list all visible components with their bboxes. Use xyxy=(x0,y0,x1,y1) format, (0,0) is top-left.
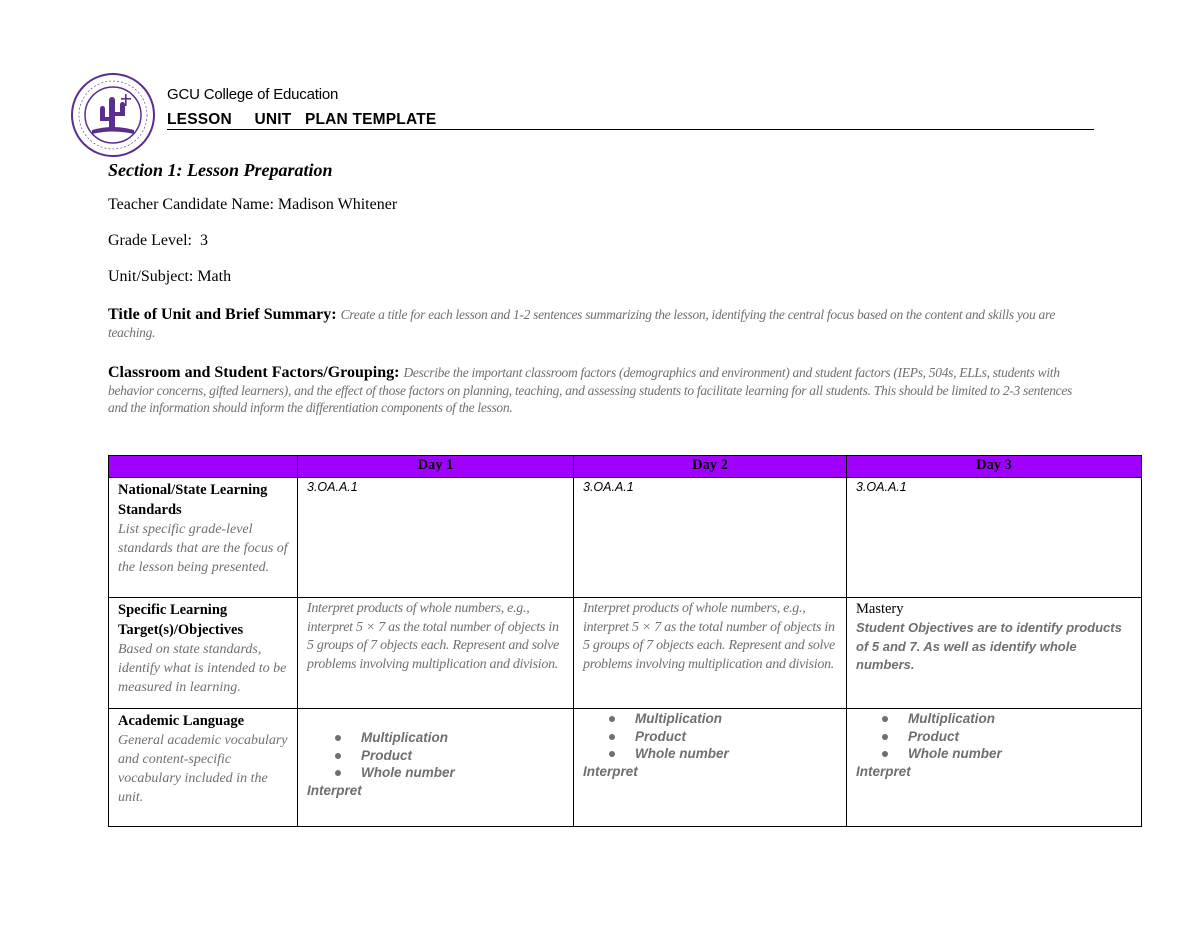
header-day-3: Day 3 xyxy=(847,456,1142,478)
academic-day-3[interactable] xyxy=(847,709,1142,827)
standards-day-2[interactable]: 3.OA.A.1 xyxy=(574,478,847,598)
mastery-objective: Student Objectives are to identify products of 5 and 7. As well as identify whole numbers. xyxy=(856,620,1122,672)
academic-desc: General academic vocabulary and content-specific vocabulary included in the unit. xyxy=(118,733,288,805)
bullet-icon xyxy=(335,770,341,776)
teacher-label: Teacher Candidate Name: xyxy=(108,196,274,213)
table-row-academic-language xyxy=(109,709,1142,827)
lesson-plan-table xyxy=(108,455,1142,827)
bullet-icon xyxy=(609,716,615,722)
standards-row-header xyxy=(109,478,298,598)
list-item: Multiplication xyxy=(609,710,837,728)
title-summary-field xyxy=(108,306,1078,341)
header-blank-cell xyxy=(109,456,298,478)
subject-value[interactable]: Math xyxy=(197,268,232,285)
section-title: Section 1: Lesson Preparation xyxy=(108,160,333,180)
vocab-list-day-3 xyxy=(856,710,1132,763)
grade-label: Grade Level: xyxy=(108,232,192,249)
factors-hint: Describe the important classroom factors (demographics and environment) and student factors (IEPs, 504s, ELLs, students with behavior concerns, gifted learners), and the effect of those factors on planning, teaching, and assessing students to facilitate learning for all students. This should be limited to 2-3 sentences and the information should inform the differentiation components of the lesson. xyxy=(108,365,1073,415)
bullet-icon xyxy=(609,751,615,757)
title-summary-label: Title of Unit and Brief Summary: xyxy=(108,306,337,323)
vocab-extra-day-2: Interpret xyxy=(583,763,638,779)
list-item: Product xyxy=(609,728,837,746)
template-title: LESSON UNIT PLAN TEMPLATE xyxy=(167,111,1094,130)
bullet-icon xyxy=(335,735,341,741)
grade-value[interactable]: 3 xyxy=(199,232,208,249)
standards-day-3[interactable]: 3.OA.A.1 xyxy=(847,478,1142,598)
list-item: Multiplication xyxy=(335,729,564,747)
bullet-icon xyxy=(882,734,888,740)
academic-title: Academic Language xyxy=(118,713,245,729)
list-item: Whole number xyxy=(609,745,837,763)
objectives-day-3[interactable] xyxy=(847,598,1142,709)
vocab-list-day-1 xyxy=(307,729,564,782)
list-item: Product xyxy=(882,728,1132,746)
list-item: Multiplication xyxy=(882,710,1132,728)
header-day-1: Day 1 xyxy=(298,456,574,478)
standards-day-1[interactable]: 3.OA.A.1 xyxy=(298,478,574,598)
academic-row-header xyxy=(109,709,298,827)
table-row-standards xyxy=(109,478,1142,598)
grade-field xyxy=(108,232,208,250)
vocab-extra-day-3: Interpret xyxy=(856,763,911,779)
subject-label: Unit/Subject: xyxy=(108,268,194,285)
vocab-extra-day-1: Interpret xyxy=(307,782,362,798)
mastery-label: Mastery xyxy=(856,601,904,617)
objectives-day-1[interactable]: Interpret products of whole numbers, e.g., interpret 5 × 7 as the total number of objects in 5 groups of 7 objects each. Represent and solve problems involving multiplication and division. xyxy=(298,598,574,709)
teacher-field xyxy=(108,196,397,214)
table-header-row xyxy=(109,456,1142,478)
bullet-icon xyxy=(609,734,615,740)
header-day-2: Day 2 xyxy=(574,456,847,478)
factors-label: Classroom and Student Factors/Grouping: xyxy=(108,364,400,381)
college-name: GCU College of Education xyxy=(167,86,339,103)
table-row-objectives xyxy=(109,598,1142,709)
standards-desc: List specific grade-level standards that are the focus of the lesson being presented. xyxy=(118,522,288,575)
objectives-title: Specific Learning Target(s)/Objectives xyxy=(118,602,244,638)
title-summary-hint: Create a title for each lesson and 1-2 sentences summarizing the lesson, identifying the central focus based on the content and skills you are teaching. xyxy=(108,307,1056,340)
academic-day-1[interactable] xyxy=(298,709,574,827)
bullet-icon xyxy=(882,751,888,757)
bullet-icon xyxy=(882,716,888,722)
factors-field xyxy=(108,364,1078,417)
objectives-row-header xyxy=(109,598,298,709)
teacher-value[interactable]: Madison Whitener xyxy=(277,196,398,213)
standards-title: National/State Learning Standards xyxy=(118,482,268,518)
gcu-seal-icon xyxy=(70,72,156,158)
subject-field xyxy=(108,268,231,286)
list-item: Whole number xyxy=(335,764,564,782)
objectives-day-2[interactable]: Interpret products of whole numbers, e.g., interpret 5 × 7 as the total number of objects in 5 groups of 7 objects each. Represent and solve problems involving multiplication and division. xyxy=(574,598,847,709)
list-item: Whole number xyxy=(882,745,1132,763)
bullet-icon xyxy=(335,753,341,759)
objectives-desc: Based on state standards, identify what is intended to be measured in learning. xyxy=(118,642,287,695)
list-item: Product xyxy=(335,747,564,765)
vocab-list-day-2 xyxy=(583,710,837,763)
academic-day-2[interactable] xyxy=(574,709,847,827)
